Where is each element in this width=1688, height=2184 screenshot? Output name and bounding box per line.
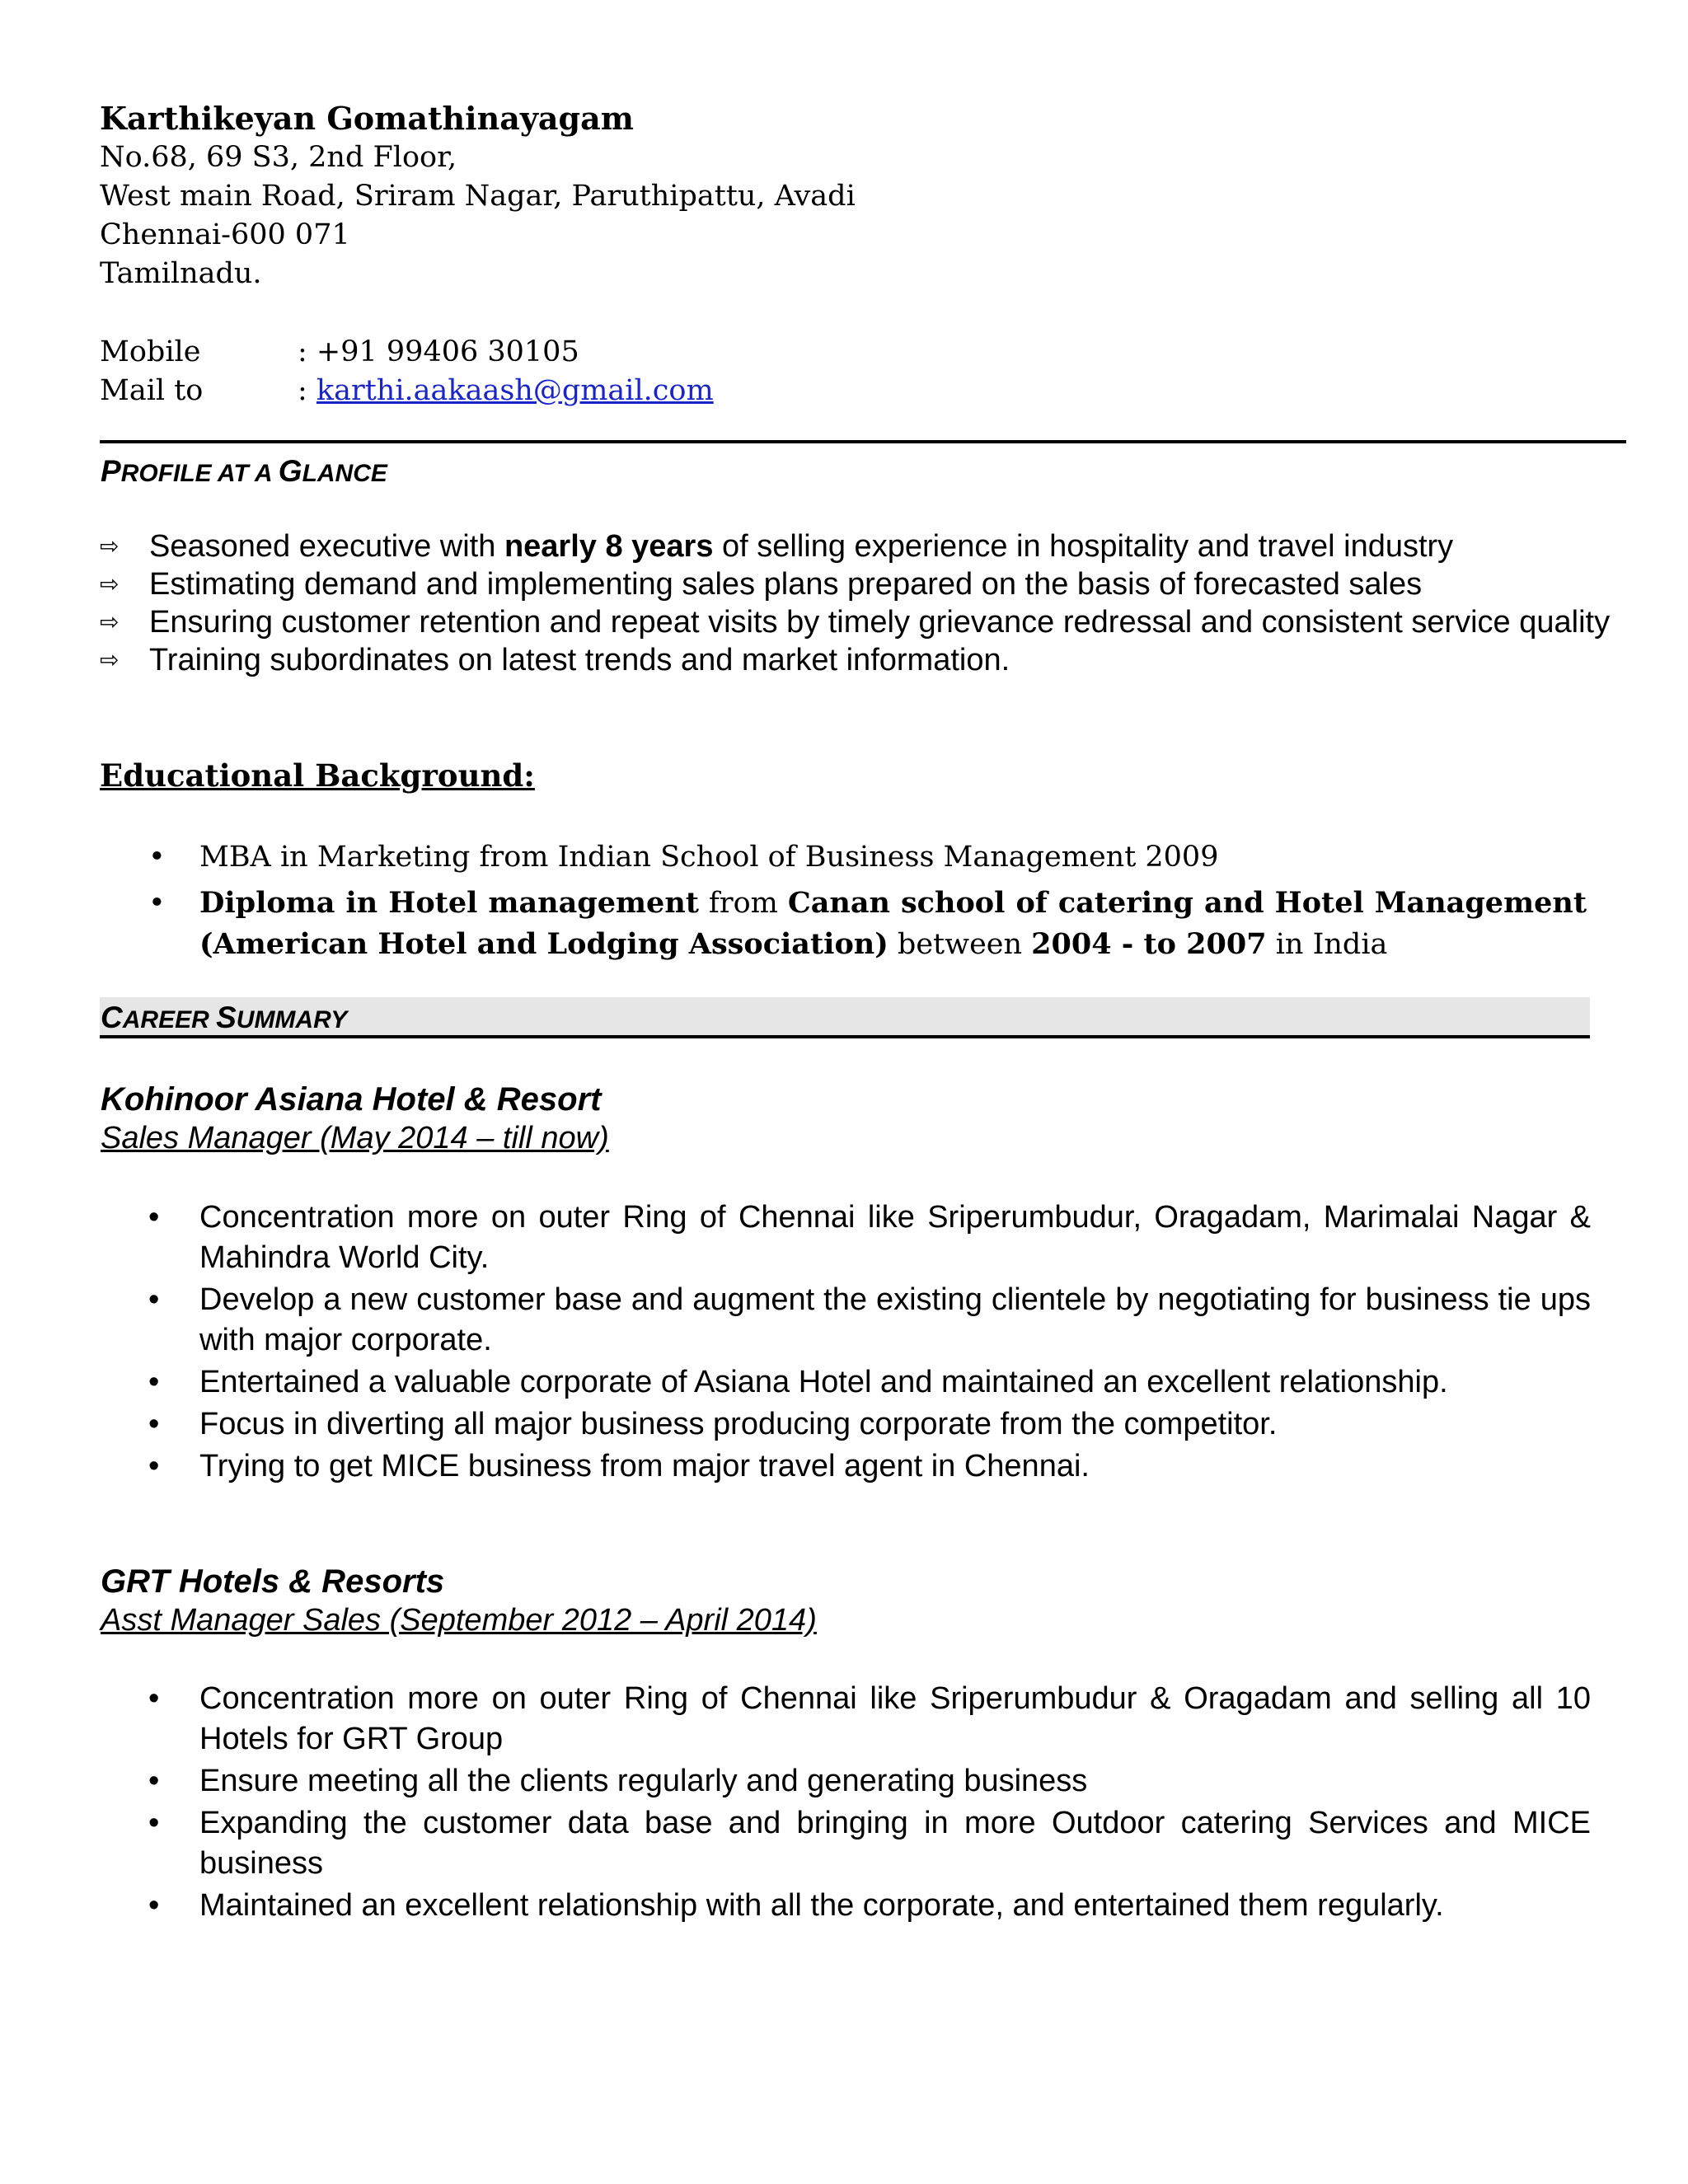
email-link[interactable]: karthi.aakaash@gmail.com xyxy=(316,374,714,407)
arrow-icon: ⇨ xyxy=(100,647,120,673)
job-bullet-text: Entertained a valuable corporate of Asiana Hotel and maintained an excellent relationship. xyxy=(199,1365,1448,1399)
mobile-value: : +91 99406 30105 xyxy=(298,335,579,368)
address-line: No.68, 69 S3, 2nd Floor, xyxy=(100,141,457,174)
job-bullet-text: Focus in diverting all major business producing corporate from the competitor. xyxy=(199,1407,1278,1441)
mobile-row xyxy=(100,333,1254,372)
bullet-icon: • xyxy=(148,1449,160,1483)
job-bullet-text: Expanding the customer data base and bringing in more Outdoor catering Services and MICE business xyxy=(199,1806,1591,1881)
profile-text: Seasoned executive with xyxy=(149,529,504,564)
profile-text: Estimating demand and implementing sales plans prepared on the basis of forecasted sales xyxy=(149,567,1423,602)
job-bullet xyxy=(148,1803,1591,1884)
job-bullet-text: Concentration more on outer Ring of Chennai like Sriperumbudur, Oragadam, Marimalai Nagar & Mahindra World City. xyxy=(199,1200,1591,1275)
bullet-icon: • xyxy=(148,1200,160,1235)
address-line: Chennai-600 071 xyxy=(100,218,350,251)
profile-item xyxy=(100,565,1633,603)
profile-item xyxy=(100,527,1633,565)
education-text: MBA in Marketing from Indian School of Business Management 2009 xyxy=(199,841,1219,874)
heading-initial: G xyxy=(278,454,302,488)
bullet-icon: • xyxy=(148,1282,160,1317)
bullet-icon: • xyxy=(148,1681,160,1716)
education-item xyxy=(148,883,1587,965)
bullet-icon: • xyxy=(148,1764,160,1798)
education-text: Canan school of catering and Hotel Management (American Hotel and Lodging Association) xyxy=(199,886,1587,961)
job-bullet xyxy=(148,1886,1591,1926)
education-item xyxy=(148,837,1587,878)
bullet-icon: • xyxy=(148,1806,160,1840)
heading-initial: S xyxy=(216,1001,237,1034)
heading-text: AREER xyxy=(122,1006,217,1033)
bullet-icon: • xyxy=(148,1888,160,1923)
candidate-name: Karthikeyan Gomathinayagam xyxy=(100,100,634,137)
job-bullet xyxy=(148,1446,1591,1487)
profile-item xyxy=(100,641,1633,679)
address-line: West main Road, Sriram Nagar, Paruthipattu, Avadi xyxy=(100,180,856,213)
profile-list xyxy=(100,527,1633,679)
job-bullet-text: Trying to get MICE business from major travel agent in Chennai. xyxy=(199,1449,1090,1483)
company-name: Kohinoor Asiana Hotel & Resort xyxy=(101,1081,602,1118)
arrow-icon: ⇨ xyxy=(100,609,120,635)
job-bullet-list xyxy=(148,1197,1591,1488)
address-line: Tamilnadu. xyxy=(100,257,262,290)
mail-label: Mail to xyxy=(100,374,204,407)
contact-block xyxy=(100,99,1254,410)
job-bullet xyxy=(148,1404,1591,1445)
heading-initial: P xyxy=(101,454,121,488)
profile-item xyxy=(100,603,1633,641)
career-divider xyxy=(100,1035,1590,1038)
education-text: from xyxy=(698,887,788,920)
header-divider xyxy=(100,440,1626,443)
profile-text: of selling experience in hospitality and travel industry xyxy=(713,529,1454,564)
career-heading xyxy=(101,1000,347,1038)
job-bullet xyxy=(148,1761,1591,1802)
mail-prefix: : xyxy=(298,374,316,407)
bullet-icon: • xyxy=(148,841,166,874)
education-text: between xyxy=(888,928,1032,961)
profile-text: Ensuring customer retention and repeat visits by timely grievance redressal and consistent service quality xyxy=(149,605,1611,640)
job-role: Asst Manager Sales (September 2012 – April 2014) xyxy=(101,1603,817,1638)
job-bullet-text: Maintained an excellent relationship with all the corporate, and entertained them regularly. xyxy=(199,1888,1444,1923)
bullet-icon: • xyxy=(148,1407,160,1441)
job-role: Sales Manager (May 2014 – till now) xyxy=(101,1121,609,1155)
education-list xyxy=(148,837,1587,970)
job-bullet xyxy=(148,1362,1591,1403)
company-name: GRT Hotels & Resorts xyxy=(101,1563,445,1600)
heading-text: UMMARY xyxy=(236,1006,348,1033)
heading-text: ROFILE AT A xyxy=(120,460,279,487)
education-text: Diploma in Hotel management xyxy=(199,886,699,920)
education-heading: Educational Background: xyxy=(100,757,535,794)
mobile-label: Mobile xyxy=(100,335,201,368)
profile-heading xyxy=(101,453,387,492)
profile-bold: nearly 8 years xyxy=(504,529,714,564)
bullet-icon: • xyxy=(148,887,166,920)
job-bullet-text: Concentration more on outer Ring of Chennai like Sriperumbudur & Oragadam and selling all 10 Hotels for GRT Group xyxy=(199,1681,1591,1756)
job-bullet xyxy=(148,1280,1591,1361)
job-bullet-text: Ensure meeting all the clients regularly and generating business xyxy=(199,1764,1088,1798)
mail-row xyxy=(100,372,1254,410)
education-text: in India xyxy=(1266,928,1388,961)
heading-initial: C xyxy=(101,1001,123,1034)
job-bullet-list xyxy=(148,1679,1591,1928)
arrow-icon: ⇨ xyxy=(100,533,120,559)
job-bullet-text: Develop a new customer base and augment the existing clientele by negotiating for business tie ups with major corporate. xyxy=(199,1282,1591,1357)
heading-text: LANCE xyxy=(302,460,387,487)
profile-text: Training subordinates on latest trends and market information. xyxy=(149,643,1010,677)
arrow-icon: ⇨ xyxy=(100,571,120,597)
job-bullet xyxy=(148,1679,1591,1760)
bullet-icon: • xyxy=(148,1365,160,1399)
education-text: 2004 - to 2007 xyxy=(1031,927,1267,961)
job-bullet xyxy=(148,1197,1591,1278)
